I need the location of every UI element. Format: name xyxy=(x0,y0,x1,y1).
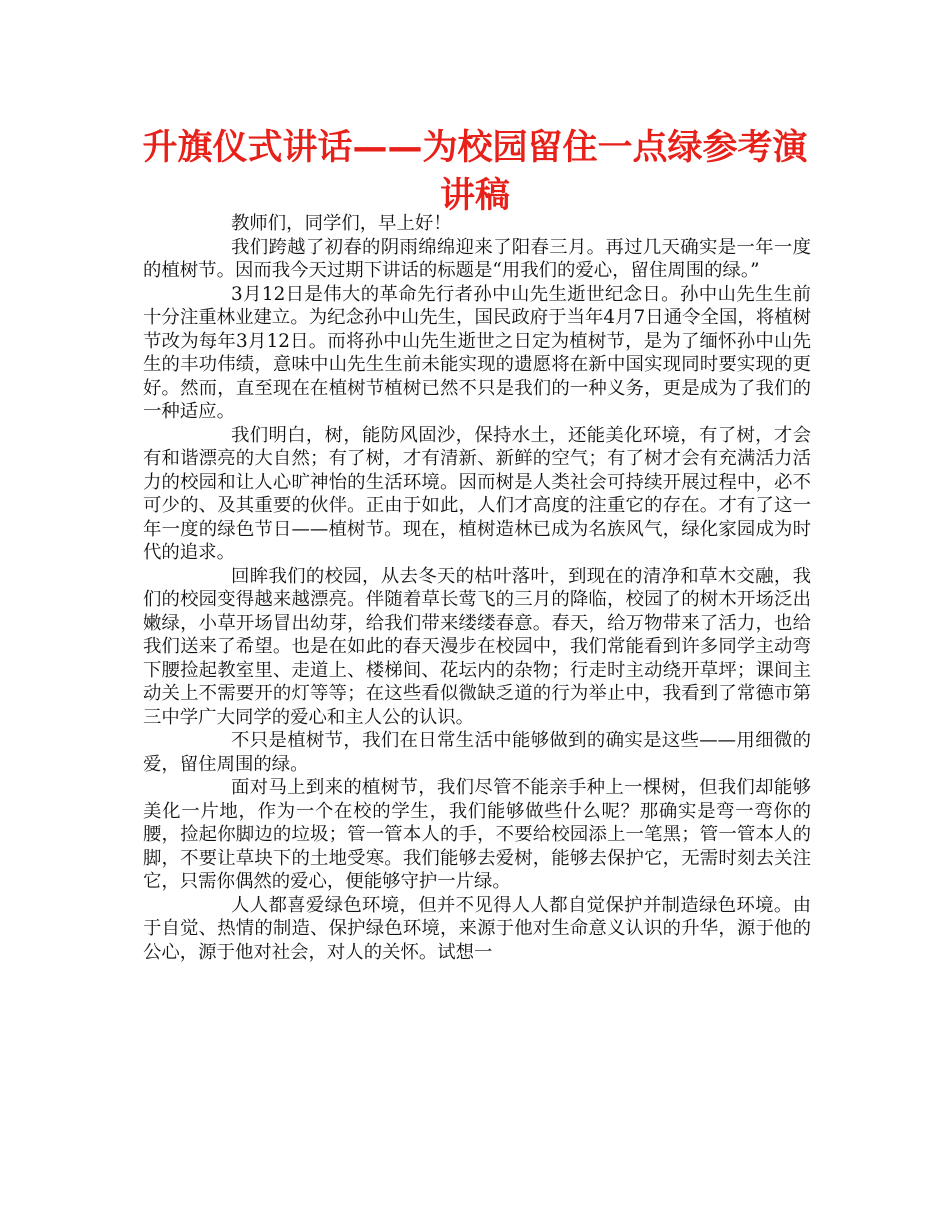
document-title: 升旗仪式讲话——为校园留住一点绿参考演讲稿 xyxy=(142,128,808,216)
paragraph: 回眸我们的校园，从去冬天的枯叶落叶，到现在的清净和草木交融，我们的校园变得越来越漂亮。伴随着草长莺飞的三月的降临，校园了的树木开场泛出嫩绿，小草开场冒出幼芽，给我们带来缕缕春意。春天，给万物带来了活力，也给我们送来了希望。也是在如此的春天漫步在校园中，我们常能看到许多同学主动弯下腰捡起教室里、走道上、楼梯间、花坛内的杂物；行走时主动绕开草坪；课间主动关上不需要开的灯等等；在这些看似微缺乏道的行为举止中，我看到了常德市第三中学广大同学的爱心和主人公的认识。 xyxy=(143,565,811,728)
paragraph-greeting: 教师们，同学们，早上好！ xyxy=(231,213,452,234)
paragraph: 3月12日是伟大的革命先行者孙中山先生逝世纪念日。孙中山先生生前十分注重林业建立。为纪念孙中山先生，国民政府于当年4月7日通令全国，将植树节改为每年3月12日。而将孙中山先生逝世之日定为植树节，是为了缅怀孙中山先生的丰功伟绩，意味中山先生生前未能实现的遗愿将在新中国实现同时要实现的更好。然而，直至现在在植树节植树已然不只是我们的一种义务，更是成为了我们的一种适应。 xyxy=(143,283,811,422)
paragraph: 人人都喜爱绿色环境，但并不见得人人都自觉保护并制造绿色环境。由于自觉、热情的制造、保护绿色环境，来源于他对生命意义认识的升华，源于他的公心，源于他对社会，对人的关怀。试想一 xyxy=(143,894,811,963)
document-body xyxy=(143,212,811,964)
paragraph: 我们跨越了初春的阴雨绵绵迎来了阳春三月。再过几天确实是一年一度的植树节。因而我今天过期下讲话的标题是“用我们的爱心，留住周围的绿。” xyxy=(143,236,811,281)
paragraph: 面对马上到来的植树节，我们尽管不能亲手种上一棵树，但我们却能够美化一片地，作为一个在校的学生，我们能够做些什么呢？那确实是弯一弯你的腰，捡起你脚边的垃圾；管一管本人的手，不要给校园添上一笔黑；管一管本人的脚，不要让草块下的土地受寒。我们能够去爱树，能够去保护它，无需时刻去关注它，只需你偶然的爱心，便能够守护一片绿。 xyxy=(143,777,811,892)
paragraph: 不只是植树节，我们在日常生活中能够做到的确实是这些——用细微的爱，留住周围的绿。 xyxy=(143,730,811,775)
paragraph: 我们明白，树，能防风固沙，保持水土，还能美化环境，有了树，才会有和谐漂亮的大自然；有了树，才有清新、新鲜的空气；有了树才会有充满活力活力的校园和让人心旷神怡的生活环境。因而树是人类社会可持续开展过程中，必不可少的、及其重要的伙伴。正由于如此，人们才高度的注重它的存在。才有了这一年一度的绿色节日——植树节。现在，植树造林已成为名族风气，绿化家园成为时代的追求。 xyxy=(143,424,811,563)
